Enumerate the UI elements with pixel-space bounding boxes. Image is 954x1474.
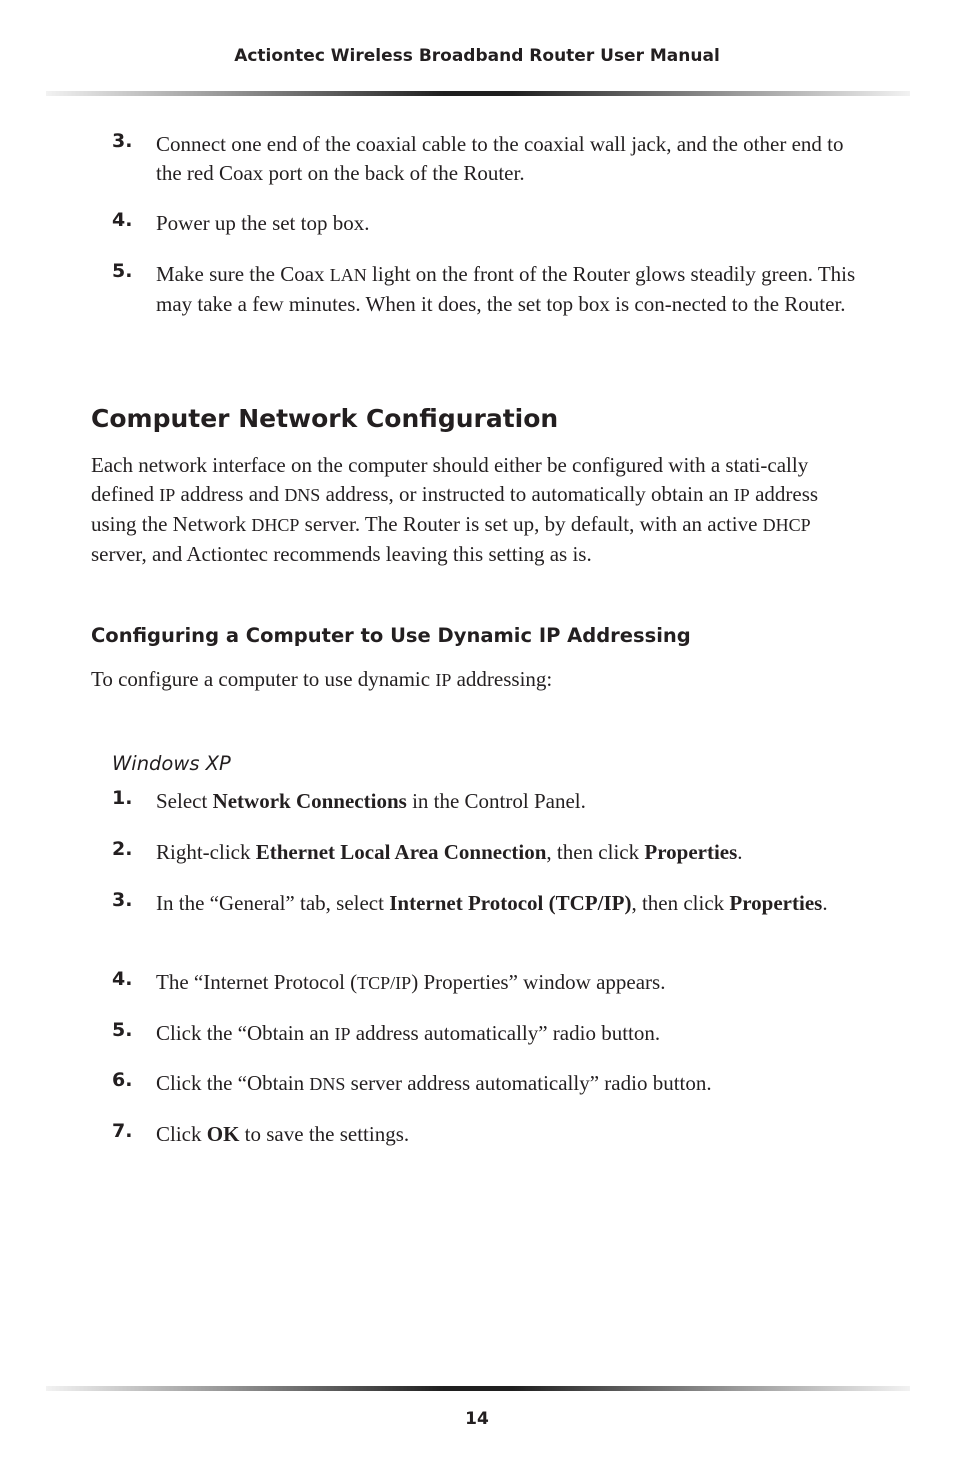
step-number: 4. [112,209,133,231]
step-text: In the “General” tab, select Internet Protocol (TCP/IP), then click Properties. [156,891,828,915]
step-text: Click the “Obtain DNS server address automatically” radio button. [156,1071,712,1095]
step-number: 7. [112,1120,133,1142]
step-text: Power up the set top box. [156,211,370,235]
step-text: Right-click Ethernet Local Area Connection, then click Properties. [156,840,743,864]
step-text: Select Network Connections in the Control Panel. [156,789,586,813]
step-text: Click OK to save the settings. [156,1122,410,1146]
step-number: 5. [112,260,133,282]
step-number: 3. [112,130,133,152]
subsection-heading: Configuring a Computer to Use Dynamic IP Addressing [91,624,691,647]
step-number: 2. [112,838,133,860]
os-label: Windows XP [112,752,231,775]
header-rule [46,91,910,96]
step-number: 6. [112,1069,133,1091]
step-number: 5. [112,1019,133,1041]
step-text: Make sure the Coax LAN light on the front of the Router glows steadily green. This may take a few minutes. When it does, the set top box is con-nected to the Router. [156,262,856,316]
running-header: Actiontec Wireless Broadband Router User Manual [234,46,720,66]
section-heading: Computer Network Configuration [91,404,559,433]
page-number: 14 [465,1409,489,1429]
step-text: Connect one end of the coaxial cable to the coaxial wall jack, and the other end to the red Coax port on the back of the Router. [156,132,844,185]
section-body: Each network interface on the computer should either be configured with a stati-cally defined IP address and DNS address, or instructed to automatically obtain an IP address using the Network DHCP server. The Router is set up, by default, with an active DHCP server, and Actiontec recommends leaving this setting as is. [91,453,819,566]
step-number: 4. [112,968,133,990]
step-number: 1. [112,787,133,809]
step-text: The “Internet Protocol (TCP/IP) Properties” window appears. [156,970,666,994]
step-number: 3. [112,889,133,911]
subsection-intro: To configure a computer to use dynamic IP addressing: [91,667,553,691]
footer-rule [46,1386,910,1391]
step-text: Click the “Obtain an IP address automatically” radio button. [156,1021,661,1045]
